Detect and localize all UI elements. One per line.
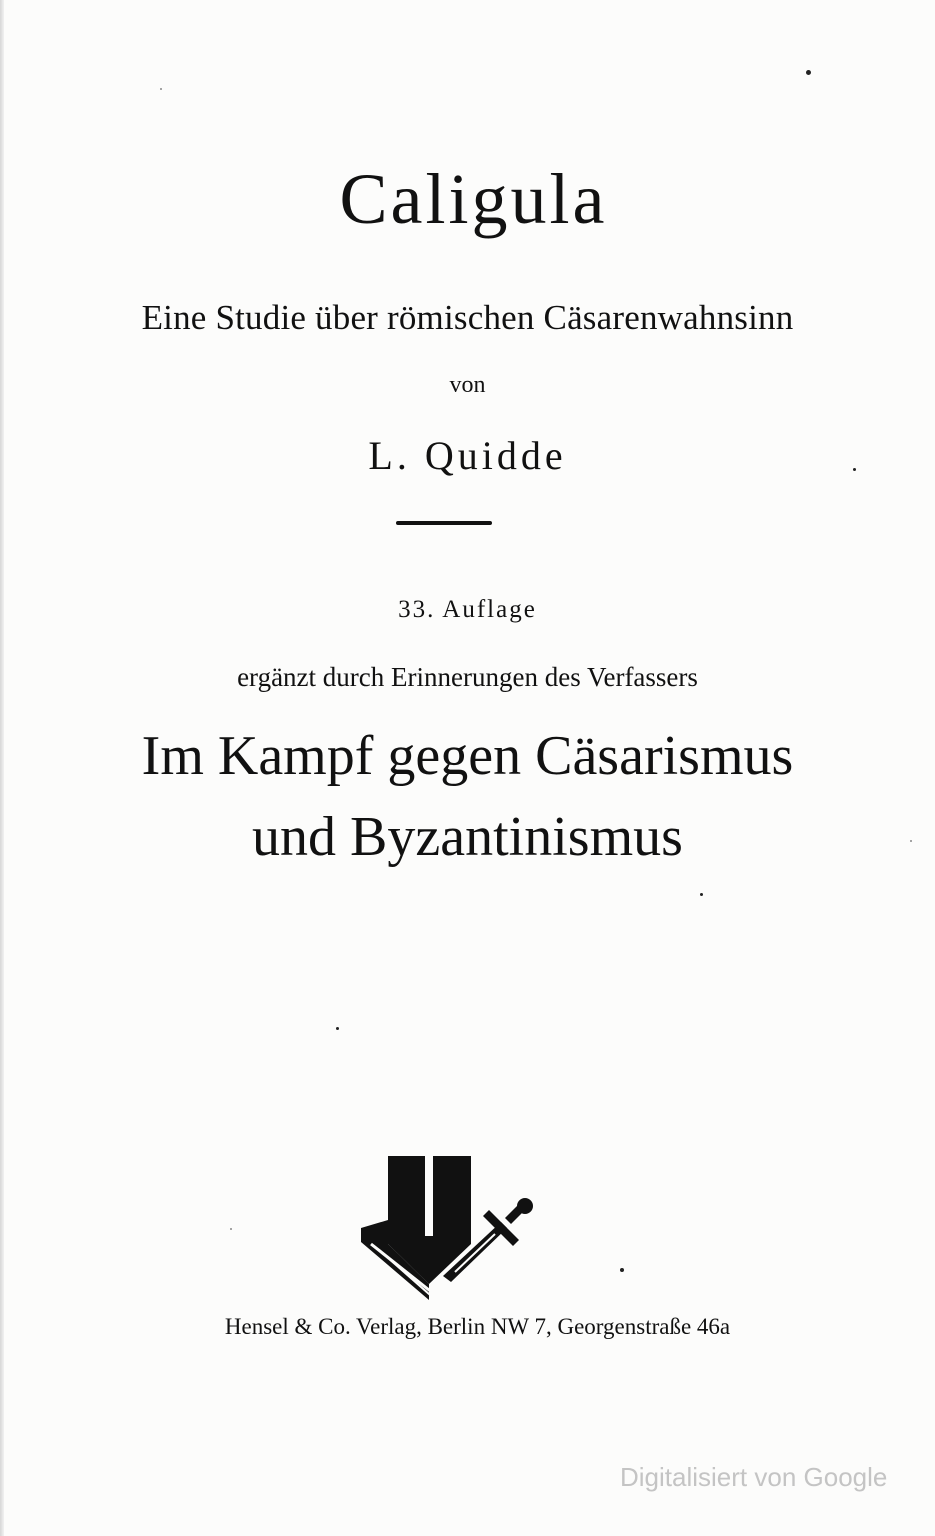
- book-subtitle: Eine Studie über römischen Cäsarenwahnsinn: [141, 298, 794, 337]
- scan-speck: [160, 88, 162, 90]
- publisher-imprint: Hensel & Co. Verlag, Berlin NW 7, Georgenstraße 46a: [224, 1314, 731, 1339]
- divider-rule: [396, 521, 492, 525]
- scan-speck: [700, 893, 703, 896]
- book-title: Caligula: [339, 159, 608, 239]
- scan-speck: [806, 70, 811, 75]
- digitization-watermark: Digitalisiert von Google: [620, 1462, 888, 1492]
- scan-speck: [336, 1027, 339, 1030]
- scan-speck: [230, 1228, 232, 1230]
- author-name: L. Quidde: [368, 433, 567, 478]
- scan-speck: [620, 1268, 624, 1272]
- by-line: von: [449, 372, 486, 398]
- edition-line: 33. Auflage: [398, 596, 537, 623]
- headline-line-2: und Byzantinismus: [252, 806, 683, 868]
- scan-speck: [910, 840, 912, 842]
- shield-and-sword-icon: [355, 1152, 535, 1302]
- headline-line-1: Im Kampf gegen Cäsarismus: [141, 725, 794, 787]
- scan-speck: [853, 468, 856, 471]
- supplement-line: ergänzt durch Erinnerungen des Verfassers: [237, 662, 698, 692]
